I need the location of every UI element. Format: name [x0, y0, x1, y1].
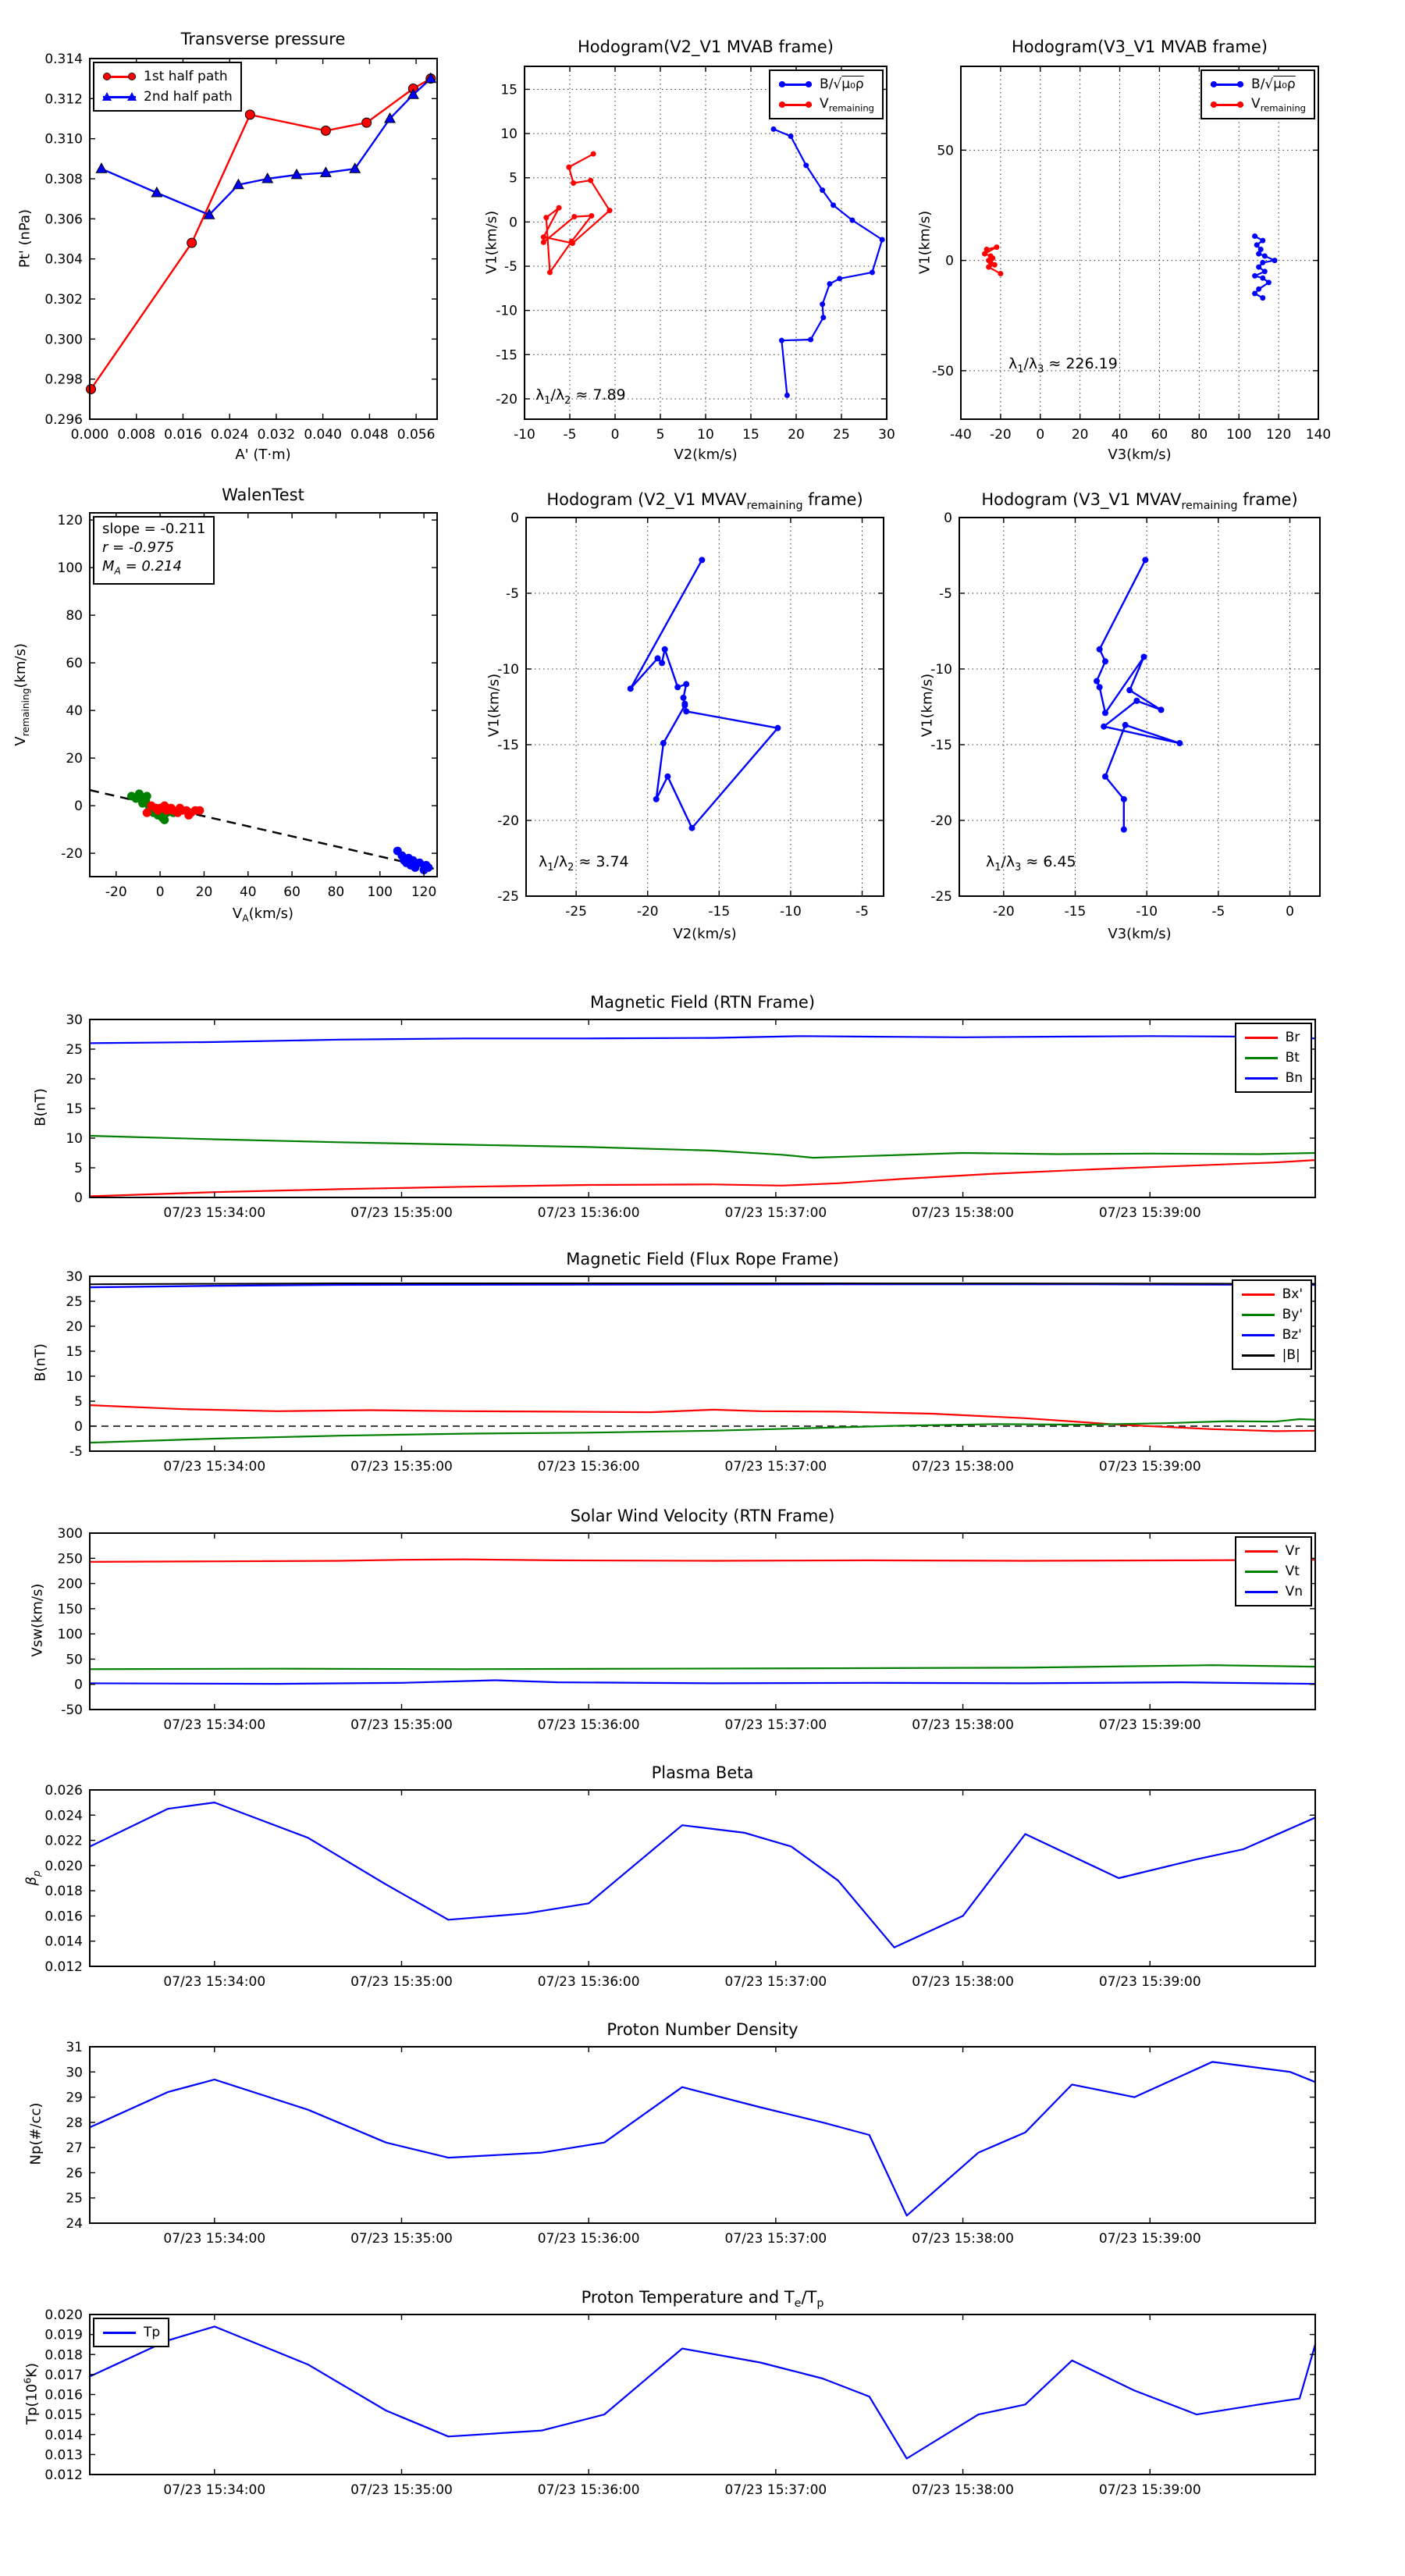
legend-line-green: [1244, 1051, 1279, 1064]
legend-label: Vt: [1285, 1564, 1300, 1579]
chart-title-transverse: Transverse pressure: [180, 30, 346, 48]
legend-item: [102, 87, 233, 107]
svg-text:29: 29: [66, 2090, 83, 2106]
svg-text:0.308: 0.308: [44, 172, 83, 187]
svg-text:-5: -5: [69, 1444, 83, 1460]
svg-text:-25: -25: [565, 904, 588, 920]
chart-title-density: Proton Number Density: [606, 2020, 799, 2039]
svg-text:28: 28: [66, 2115, 83, 2131]
legend-label: Bt: [1285, 1050, 1300, 1066]
svg-text:-20: -20: [930, 813, 952, 829]
legend-line-blue: [1241, 1329, 1275, 1341]
svg-text:-5: -5: [939, 586, 952, 602]
svg-text:25: 25: [66, 1042, 83, 1058]
svg-text:0: 0: [155, 884, 165, 900]
svg-text:-20: -20: [992, 904, 1015, 920]
svg-text:-10: -10: [497, 662, 519, 678]
svg-text:300: 300: [57, 1526, 83, 1542]
chart-title-hodogram-v3v1-mvab: Hodogram(V3_V1 MVAB frame): [1012, 37, 1268, 56]
svg-text:0.016: 0.016: [164, 427, 202, 443]
chart-hodogram-v2v1-mvav-plot-area: [526, 518, 884, 896]
svg-text:0: 0: [610, 427, 620, 443]
legend-item: [1241, 1304, 1303, 1325]
svg-text:-5: -5: [563, 427, 577, 443]
svg-text:07/23 15:38:00: 07/23 15:38:00: [912, 2482, 1014, 2498]
legend-label: $V_{remaining}$: [1251, 95, 1306, 114]
svg-text:100: 100: [57, 560, 83, 577]
svg-text:30: 30: [66, 1269, 83, 1285]
svg-text:-25: -25: [930, 889, 952, 905]
legend-label: |B|: [1282, 1347, 1300, 1363]
lambda-ratio-annotation-v3v1-mvab: $\lambda_1/\lambda_3 \approx 226.19$: [1008, 355, 1118, 375]
legend-label: $V_{remaining}$: [820, 95, 874, 114]
svg-text:-20: -20: [496, 391, 518, 407]
legend-hodogram-v3v1-mvab: [1200, 69, 1315, 119]
svg-text:0.020: 0.020: [44, 1858, 83, 1874]
svg-text:0.306: 0.306: [44, 212, 83, 228]
svg-text:0: 0: [944, 511, 952, 526]
svg-text:0.008: 0.008: [117, 427, 156, 443]
svg-text:-20: -20: [497, 813, 519, 829]
legend-line-blue: [1244, 1072, 1279, 1084]
svg-text:0: 0: [74, 1419, 83, 1435]
svg-text:50: 50: [937, 143, 954, 159]
svg-text:60: 60: [66, 656, 83, 672]
svg-text:0: 0: [74, 799, 83, 815]
svg-text:0.018: 0.018: [44, 1884, 83, 1900]
svg-text:-5: -5: [506, 586, 519, 602]
svg-text:5: 5: [74, 1161, 83, 1176]
svg-text:-15: -15: [497, 738, 519, 753]
svg-text:120: 120: [1265, 427, 1292, 443]
svg-text:07/23 15:38:00: 07/23 15:38:00: [912, 1717, 1014, 1733]
svg-text:27: 27: [66, 2140, 83, 2157]
svg-text:07/23 15:38:00: 07/23 15:38:00: [912, 1205, 1014, 1221]
legend-label: By': [1282, 1307, 1303, 1322]
svg-text:-20: -20: [61, 846, 83, 863]
svg-text:10: 10: [66, 1131, 83, 1147]
svg-text:-5: -5: [504, 259, 518, 276]
chart-proton-temperature-plot-area: [90, 2314, 1315, 2475]
svg-text:26: 26: [66, 2165, 83, 2182]
svg-text:0.048: 0.048: [350, 427, 389, 443]
legend-marker-blue-triangles: [102, 91, 137, 103]
svg-text:0.304: 0.304: [44, 251, 83, 268]
svg-text:5: 5: [656, 427, 665, 443]
svg-text:-10: -10: [514, 427, 535, 443]
svg-text:25: 25: [66, 2190, 83, 2207]
svg-text:20: 20: [1071, 427, 1089, 443]
svg-text:0.040: 0.040: [304, 427, 342, 443]
ylabel-walen: $V_{remaining}(km/s)$: [12, 643, 31, 746]
svg-text:0.018: 0.018: [44, 2347, 83, 2364]
svg-text:80: 80: [1190, 427, 1208, 443]
chart-title-walen: WalenTest: [222, 486, 304, 504]
svg-text:10: 10: [500, 126, 518, 143]
svg-text:07/23 15:36:00: 07/23 15:36:00: [537, 2231, 640, 2247]
legend-item: [1244, 1561, 1303, 1582]
svg-text:100: 100: [1225, 427, 1252, 443]
legend-label: B/√μ₀ρ: [1251, 76, 1296, 92]
svg-text:0.298: 0.298: [44, 372, 83, 388]
svg-text:10: 10: [697, 427, 714, 443]
chart-b-fluxrope-plot-area: [90, 1276, 1315, 1451]
lambda-ratio-annotation-v2v1-mvav: $\lambda_1/\lambda_2 \approx 3.74$: [539, 853, 629, 873]
svg-text:-20: -20: [636, 904, 659, 920]
walen-slope: slope = -0.211: [102, 521, 206, 537]
svg-text:0.314: 0.314: [44, 52, 83, 67]
svg-text:07/23 15:36:00: 07/23 15:36:00: [537, 1974, 640, 1990]
legend-label: 2nd half path: [144, 89, 233, 105]
svg-text:07/23 15:36:00: 07/23 15:36:00: [537, 2482, 640, 2498]
svg-text:07/23 15:35:00: 07/23 15:35:00: [350, 2231, 453, 2247]
legend-label: Tp: [144, 2325, 161, 2340]
legend-item: [778, 94, 874, 115]
legend-transverse: [93, 62, 242, 112]
svg-text:07/23 15:34:00: 07/23 15:34:00: [163, 1974, 266, 1990]
svg-text:30: 30: [66, 1012, 83, 1028]
svg-text:07/23 15:34:00: 07/23 15:34:00: [163, 1205, 266, 1221]
svg-text:07/23 15:35:00: 07/23 15:35:00: [350, 1717, 453, 1733]
svg-text:-15: -15: [1064, 904, 1087, 920]
svg-text:07/23 15:39:00: 07/23 15:39:00: [1098, 1717, 1201, 1733]
svg-text:07/23 15:37:00: 07/23 15:37:00: [724, 1205, 827, 1221]
chart-title-vsw: Solar Wind Velocity (RTN Frame): [570, 1507, 835, 1525]
svg-text:0.016: 0.016: [44, 1909, 83, 1925]
svg-text:07/23 15:39:00: 07/23 15:39:00: [1098, 2231, 1201, 2247]
svg-text:0.012: 0.012: [44, 2467, 83, 2483]
svg-text:-50: -50: [61, 1703, 83, 1718]
chart-title-b-fluxrope: Magnetic Field (Flux Rope Frame): [566, 1250, 839, 1268]
legend-vsw: [1235, 1536, 1312, 1606]
legend-hodogram-v2v1-mvab: [769, 69, 884, 119]
svg-text:0.013: 0.013: [44, 2447, 83, 2464]
svg-text:07/23 15:36:00: 07/23 15:36:00: [537, 1717, 640, 1733]
svg-text:40: 40: [66, 703, 83, 720]
legend-label: Vr: [1285, 1543, 1300, 1559]
legend-item: [1244, 1048, 1303, 1068]
chart-title-b-rtn: Magnetic Field (RTN Frame): [589, 993, 816, 1012]
legend-line-blue: [102, 2326, 137, 2339]
svg-text:150: 150: [57, 1601, 83, 1617]
ylabel-b-rtn: B(nT): [32, 1088, 49, 1126]
svg-text:-20: -20: [989, 427, 1012, 443]
svg-text:07/23 15:36:00: 07/23 15:36:00: [537, 1205, 640, 1221]
legend-b-fluxrope: [1232, 1279, 1312, 1370]
svg-text:07/23 15:37:00: 07/23 15:37:00: [724, 1974, 827, 1990]
svg-text:0: 0: [1036, 427, 1045, 443]
chart-transverse-pressure-plot-area: [90, 59, 437, 419]
legend-line-red: [1241, 1288, 1275, 1300]
svg-text:-40: -40: [950, 427, 972, 443]
svg-text:07/23 15:37:00: 07/23 15:37:00: [724, 1459, 827, 1475]
svg-text:07/23 15:34:00: 07/23 15:34:00: [163, 1459, 266, 1475]
xlabel-hodogram-v3v1-mvab: V3(km/s): [1108, 447, 1172, 463]
ylabel-temperature: $Tp(10^6K)$: [22, 2363, 41, 2425]
svg-text:15: 15: [66, 1101, 83, 1117]
legend-item: [1210, 94, 1306, 115]
svg-text:07/23 15:37:00: 07/23 15:37:00: [724, 1717, 827, 1733]
svg-text:15: 15: [742, 427, 759, 443]
svg-text:0.024: 0.024: [44, 1808, 83, 1824]
xlabel-transverse: A' (T·m): [235, 447, 291, 463]
legend-label: B/√μ₀ρ: [820, 76, 864, 92]
svg-text:10: 10: [66, 1369, 83, 1385]
svg-text:-15: -15: [708, 904, 731, 920]
walen-stats-box: [93, 516, 215, 585]
legend-line-red: [1244, 1545, 1279, 1557]
legend-line-black: [1241, 1349, 1275, 1361]
svg-text:07/23 15:34:00: 07/23 15:34:00: [163, 1717, 266, 1733]
legend-label: Bx': [1282, 1286, 1303, 1302]
svg-text:0.000: 0.000: [70, 427, 109, 443]
ylabel-hodogram-v2v1-mvav: V1(km/s): [486, 673, 503, 738]
xlabel-hodogram-v3v1-mvav: V3(km/s): [1108, 926, 1172, 942]
legend-marker-red-dots: [778, 98, 813, 111]
legend-item: [1210, 74, 1306, 94]
svg-text:0.302: 0.302: [44, 292, 83, 308]
svg-text:25: 25: [833, 427, 850, 443]
svg-text:0.017: 0.017: [44, 2367, 83, 2383]
svg-text:15: 15: [66, 1344, 83, 1360]
svg-text:40: 40: [239, 884, 257, 900]
legend-label: Bn: [1285, 1070, 1303, 1086]
legend-b-rtn: [1235, 1023, 1312, 1093]
xlabel-hodogram-v2v1-mvab: V2(km/s): [674, 447, 738, 463]
svg-text:0.032: 0.032: [257, 427, 296, 443]
lambda-ratio-annotation-v3v1-mvav: $\lambda_1/\lambda_3 \approx 6.45$: [986, 853, 1076, 873]
svg-text:0.014: 0.014: [44, 2427, 83, 2443]
legend-item: [1244, 1027, 1303, 1048]
svg-text:-50: -50: [932, 363, 954, 379]
svg-text:0.015: 0.015: [44, 2407, 83, 2424]
svg-text:0.310: 0.310: [44, 131, 83, 148]
svg-text:31: 31: [66, 2040, 83, 2055]
chart-title-temperature: Proton Temperature and $T_e/T_p$: [581, 2288, 824, 2311]
legend-label: Vn: [1285, 1584, 1303, 1599]
svg-text:07/23 15:35:00: 07/23 15:35:00: [350, 1974, 453, 1990]
svg-text:20: 20: [788, 427, 805, 443]
svg-text:20: 20: [195, 884, 213, 900]
svg-text:60: 60: [283, 884, 301, 900]
svg-text:250: 250: [57, 1551, 83, 1567]
svg-text:0.014: 0.014: [44, 1934, 83, 1950]
svg-text:0: 0: [74, 1190, 83, 1206]
svg-text:0: 0: [74, 1677, 83, 1693]
svg-text:-5: -5: [855, 904, 869, 920]
svg-text:5: 5: [74, 1394, 83, 1410]
legend-item: [1244, 1068, 1303, 1088]
walen-ma: $M_A = 0.214$: [102, 558, 182, 577]
xlabel-hodogram-v2v1-mvav: V2(km/s): [673, 926, 737, 942]
legend-marker-blue-dots: [778, 78, 813, 91]
legend-item: [1244, 1541, 1303, 1561]
svg-text:200: 200: [57, 1576, 83, 1592]
svg-text:07/23 15:34:00: 07/23 15:34:00: [163, 2231, 266, 2247]
svg-text:0.012: 0.012: [44, 1959, 83, 1975]
legend-label: Bz': [1282, 1327, 1302, 1343]
lambda-ratio-annotation-v2v1-mvab: $\lambda_1/\lambda_2 \approx 7.89$: [535, 386, 626, 407]
chart-vsw-rtn-plot-area: [90, 1533, 1315, 1710]
legend-item: [1244, 1582, 1303, 1602]
svg-text:07/23 15:37:00: 07/23 15:37:00: [724, 2231, 827, 2247]
svg-text:07/23 15:38:00: 07/23 15:38:00: [912, 1459, 1014, 1475]
ylabel-b-fluxrope: B(nT): [32, 1343, 49, 1382]
legend-marker-red-dots: [1210, 98, 1244, 111]
svg-text:15: 15: [500, 82, 518, 98]
ylabel-transverse: Pt' (nPa): [16, 208, 34, 269]
ylabel-hodogram-v3v1-mvab: V1(km/s): [916, 210, 934, 275]
svg-text:5: 5: [509, 170, 518, 187]
svg-text:0.022: 0.022: [44, 1833, 83, 1849]
svg-text:50: 50: [66, 1652, 83, 1668]
svg-text:0.024: 0.024: [210, 427, 249, 443]
chart-proton-density-plot-area: [90, 2047, 1315, 2223]
legend-line-blue: [1244, 1585, 1279, 1598]
svg-text:-10: -10: [930, 662, 952, 678]
svg-text:0: 0: [509, 215, 518, 231]
chart-plasma-beta-plot-area: [90, 1790, 1315, 1966]
svg-text:30: 30: [66, 2065, 83, 2081]
ylabel-density: Np(#/cc): [27, 2102, 44, 2165]
legend-line-green: [1244, 1565, 1279, 1578]
svg-text:-10: -10: [496, 303, 518, 319]
xlabel-walen: $V_A(km/s)$: [232, 906, 294, 924]
legend-line-red: [1244, 1031, 1279, 1044]
svg-text:-25: -25: [497, 889, 519, 905]
chart-title-beta: Plasma Beta: [651, 1763, 754, 1782]
svg-text:07/23 15:38:00: 07/23 15:38:00: [912, 1974, 1014, 1990]
chart-hodogram-v3v1-mvav-plot-area: [959, 518, 1320, 896]
svg-text:-10: -10: [780, 904, 802, 920]
svg-text:80: 80: [327, 884, 345, 900]
svg-text:07/23 15:39:00: 07/23 15:39:00: [1098, 1974, 1201, 1990]
legend-item: [1241, 1325, 1303, 1345]
svg-text:0: 0: [1286, 904, 1294, 920]
svg-text:0.026: 0.026: [44, 1783, 83, 1799]
svg-text:-5: -5: [1211, 904, 1225, 920]
chart-title-hodogram-v2v1-mvav: Hodogram (V2_V1 $MVAV_{remaining}$ frame): [546, 490, 863, 513]
svg-text:25: 25: [66, 1294, 83, 1310]
svg-text:07/23 15:39:00: 07/23 15:39:00: [1098, 2482, 1201, 2498]
legend-item: [778, 74, 874, 94]
ylabel-vsw: Vsw(km/s): [29, 1583, 46, 1657]
svg-text:07/23 15:39:00: 07/23 15:39:00: [1098, 1459, 1201, 1475]
svg-text:100: 100: [367, 884, 393, 900]
svg-text:0.300: 0.300: [44, 332, 83, 348]
svg-text:24: 24: [66, 2216, 83, 2232]
svg-text:120: 120: [411, 884, 437, 900]
svg-text:-15: -15: [496, 347, 518, 364]
chart-title-hodogram-v3v1-mvav: Hodogram (V3_V1 $MVAV_{remaining}$ frame): [981, 490, 1298, 513]
svg-text:0.019: 0.019: [44, 2327, 83, 2343]
svg-text:07/23 15:35:00: 07/23 15:35:00: [350, 1459, 453, 1475]
svg-text:07/23 15:37:00: 07/23 15:37:00: [724, 2482, 827, 2498]
svg-text:0.016: 0.016: [44, 2387, 83, 2403]
legend-item: [102, 2322, 160, 2343]
svg-text:07/23 15:34:00: 07/23 15:34:00: [163, 2482, 266, 2498]
legend-marker-blue-dots: [1210, 78, 1244, 91]
legend-label: 1st half path: [144, 69, 228, 84]
svg-text:07/23 15:38:00: 07/23 15:38:00: [912, 2231, 1014, 2247]
svg-text:140: 140: [1305, 427, 1332, 443]
legend-item: [1241, 1345, 1303, 1365]
legend-label: Br: [1285, 1030, 1300, 1045]
svg-text:0.296: 0.296: [44, 412, 83, 428]
svg-text:100: 100: [57, 1627, 83, 1643]
svg-text:80: 80: [66, 608, 83, 624]
ylabel-hodogram-v2v1-mvab: V1(km/s): [483, 210, 500, 275]
svg-text:0: 0: [510, 511, 519, 526]
svg-text:-15: -15: [930, 738, 952, 753]
svg-text:0.056: 0.056: [397, 427, 436, 443]
svg-text:60: 60: [1151, 427, 1168, 443]
chart-b-rtn-plot-area: [90, 1019, 1315, 1197]
svg-text:07/23 15:36:00: 07/23 15:36:00: [537, 1459, 640, 1475]
svg-text:07/23 15:35:00: 07/23 15:35:00: [350, 2482, 453, 2498]
ylabel-hodogram-v3v1-mvav: V1(km/s): [919, 673, 936, 738]
svg-text:0.312: 0.312: [44, 91, 83, 108]
legend-temperature: [93, 2318, 169, 2347]
svg-text:-10: -10: [1136, 904, 1158, 920]
svg-text:07/23 15:39:00: 07/23 15:39:00: [1098, 1205, 1201, 1221]
svg-text:20: 20: [66, 1319, 83, 1335]
legend-marker-red-circles: [102, 70, 137, 83]
svg-text:0.020: 0.020: [44, 2307, 83, 2323]
legend-item: [102, 66, 233, 87]
svg-text:20: 20: [66, 1072, 83, 1087]
legend-item: [1241, 1284, 1303, 1304]
svg-text:120: 120: [57, 513, 83, 529]
svg-text:40: 40: [1111, 427, 1129, 443]
svg-text:07/23 15:35:00: 07/23 15:35:00: [350, 1205, 453, 1221]
walen-r: r = -0.975: [102, 539, 174, 556]
legend-line-green: [1241, 1308, 1275, 1321]
svg-text:-20: -20: [105, 884, 127, 900]
ylabel-beta: $\beta_p$: [23, 1870, 42, 1886]
svg-text:30: 30: [878, 427, 895, 443]
svg-text:0: 0: [945, 253, 954, 269]
chart-title-hodogram-v2v1-mvab: Hodogram(V2_V1 MVAB frame): [578, 37, 834, 56]
svg-text:20: 20: [66, 751, 83, 767]
